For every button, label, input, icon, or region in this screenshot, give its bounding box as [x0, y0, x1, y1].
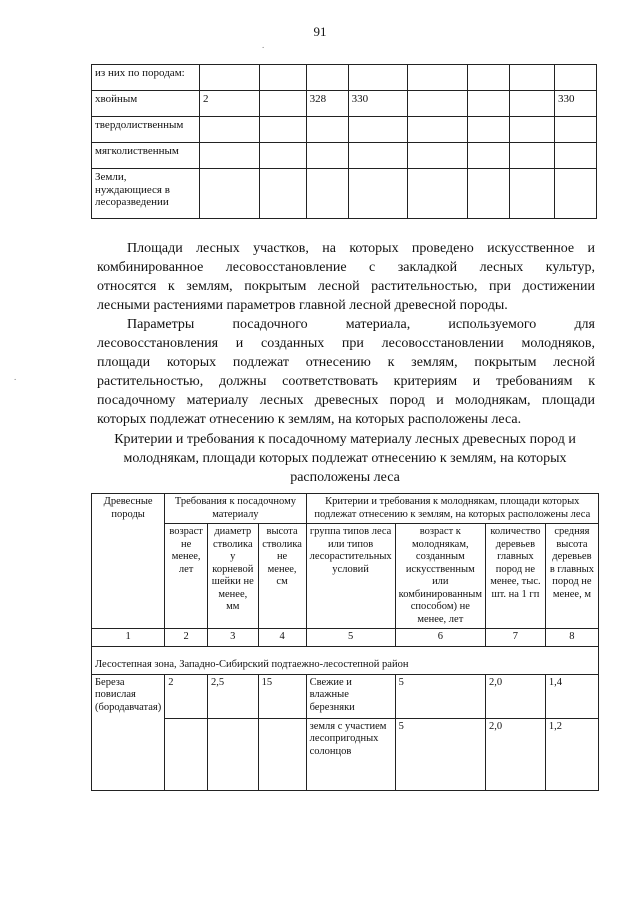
table-subheader-row	[92, 524, 599, 629]
row-label: из них по породам:	[92, 65, 200, 91]
table-row	[92, 143, 597, 169]
scan-speck: .	[262, 40, 265, 50]
scan-speck: .	[14, 372, 17, 382]
paragraph-parameters: Параметры посадочного материала, используемого для лесовосстановления и созданных при лесовосстановлении молодняков, площади которых подлежат отнесению к землям, покрытым лесной растительностью, должны соответствовать критериям и требованиям к посадочному материалу лесных древесных пород и молоднякам, площади которых подлежат отнесению к землям, на которых расположены леса.	[97, 317, 595, 427]
page-number: 91	[313, 24, 327, 39]
table-row: Береза повислая (бородавчатая) 2 2,5 15 Свежие и влажные березняки 5 2,0 1,4	[92, 674, 599, 718]
group-header-young-stands: Критерии и требования к молоднякам, площади которых подлежат отнесению к землям, на которых расположены леса	[306, 494, 598, 524]
table-row	[92, 65, 597, 91]
col-header-species: Древесные породы	[92, 494, 165, 629]
table-row	[92, 169, 597, 219]
col-header-height: высота стволика не менее, см	[258, 524, 306, 629]
table-row: земля с участием лесопригодных солонцов 5 2,0 1,2	[92, 718, 599, 790]
row-label: мягколиственным	[92, 143, 200, 169]
row-label: Земли, нуждающиеся в лесоразведении	[92, 169, 200, 219]
table-row	[92, 117, 597, 143]
paragraph-planted-areas: Площади лесных участков, на которых проведено искусственное и комбинированное лесовосстановление с закладкой лесных культур, относятся к землям, покрытым лесной растительностью, при достижении лесными растениями параметров главной лесной древесной породы.	[97, 241, 595, 313]
col-header-young-age: возраст к молоднякам, созданным искусственным или комбинированным способом) не менее, лет	[395, 524, 485, 629]
zone-label: Лесостепная зона, Западно-Сибирский подтаежно-лесостепной район	[92, 646, 599, 674]
zone-row	[92, 646, 599, 674]
group-header-planting-material: Требования к посадочному материалу	[165, 494, 306, 524]
land-category-table	[91, 64, 597, 219]
col-header-avg-height: средняя высота деревьев в главных пород не менее, м	[545, 524, 598, 629]
col-header-diameter: диаметр стволика у корневой шейки не менее, мм	[208, 524, 259, 629]
criteria-table	[91, 493, 599, 791]
column-number-row: 1 2 3 4 5 6 7 8	[92, 629, 599, 647]
table-row: хвойным 2 328 330 330	[92, 91, 597, 117]
criteria-heading: Критерии и требования к посадочному материалу лесных древесных пород и молоднякам, площади которых подлежат отнесению к землям, на которых расположены леса	[114, 432, 576, 485]
species-cell: Береза повислая (бородавчатая)	[92, 674, 165, 790]
col-header-age: возраст не менее, лет	[165, 524, 208, 629]
row-label: хвойным	[92, 91, 200, 117]
col-header-forest-type: группа типов леса или типов лесорастительных условий	[306, 524, 395, 629]
table-header-row	[92, 494, 599, 524]
col-header-tree-count: количество деревьев главных пород не менее, тыс. шт. на 1 гп	[486, 524, 546, 629]
row-label: твердолиственным	[92, 117, 200, 143]
